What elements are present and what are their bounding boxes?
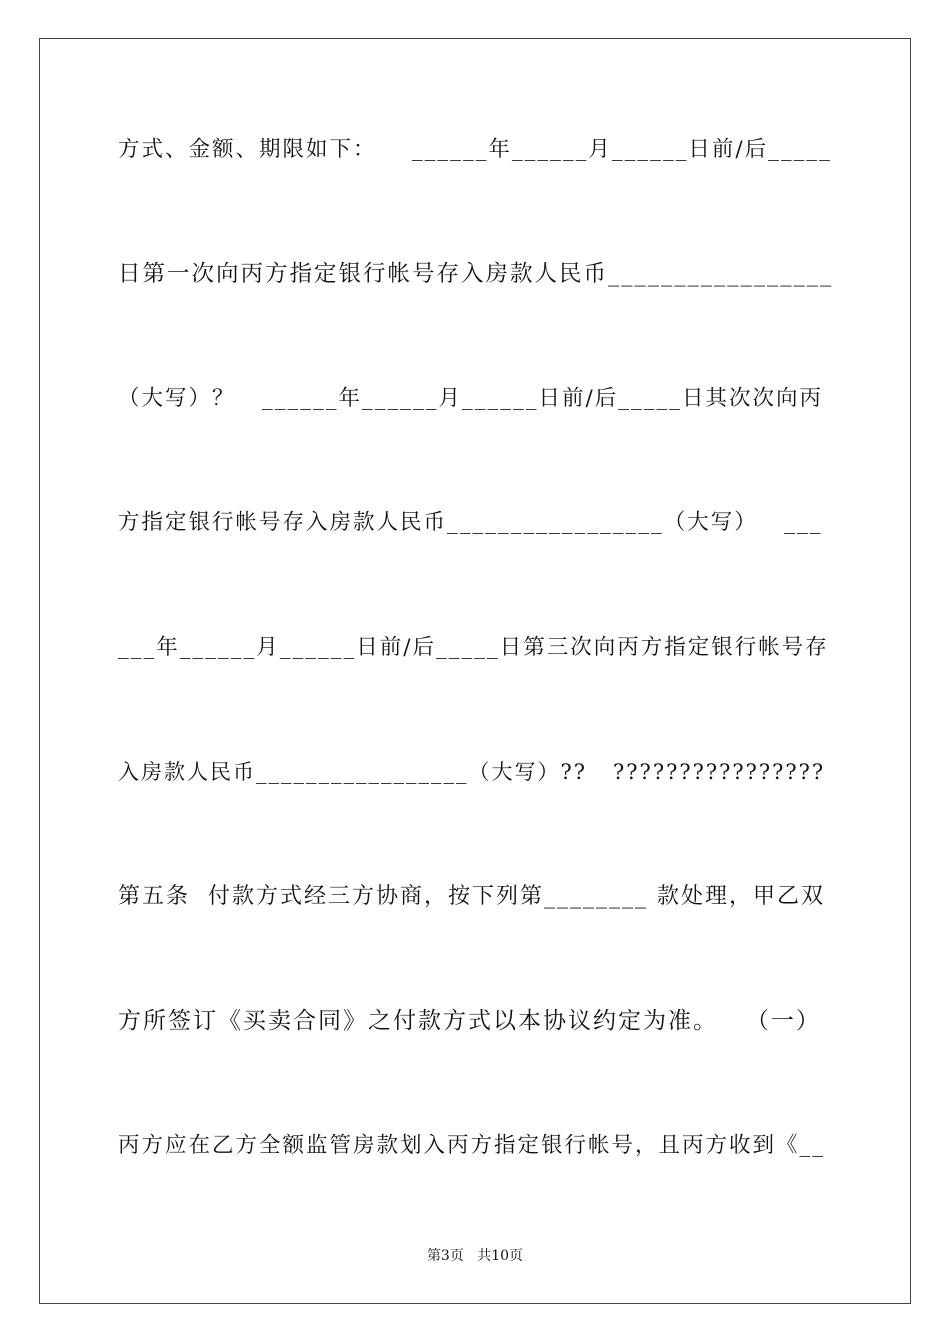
text-line-8: 方所签订《买卖合同》之付款方式以本协议约定为准。 （一） bbox=[118, 1008, 821, 1034]
text-line-4: 方指定银行帐号存入房款人民币_________________（大写） ___ bbox=[118, 510, 823, 535]
page-footer bbox=[0, 1246, 950, 1266]
footer-page-number: 第3页 bbox=[426, 1248, 464, 1264]
text-line-5: ___年______月______日前/后_____日第三次向丙方指定银行帐号存 bbox=[118, 635, 829, 660]
text-line-1: 方式、金额、期限如下： ______年______月______日前/后_____ bbox=[118, 137, 832, 162]
text-line-3: （大写）？ ______年______月______日前/后_____日其次次向丙 bbox=[118, 386, 823, 411]
text-line-6: 入房款人民币_________________（大写）?? ???????????????? bbox=[118, 760, 826, 784]
footer-total-pages: 共10页 bbox=[477, 1248, 524, 1264]
page-border bbox=[39, 38, 911, 1304]
text-line-9: 丙方应在乙方全额监管房款划入丙方指定银行帐号，且丙方收到《__ bbox=[118, 1133, 826, 1158]
text-line-7: 第五条 付款方式经三方协商，按下列第________ 款处理，甲乙双 bbox=[118, 884, 825, 909]
text-line-2: 日第一次向丙方指定银行帐号存入房款人民币_________________ bbox=[118, 261, 834, 287]
